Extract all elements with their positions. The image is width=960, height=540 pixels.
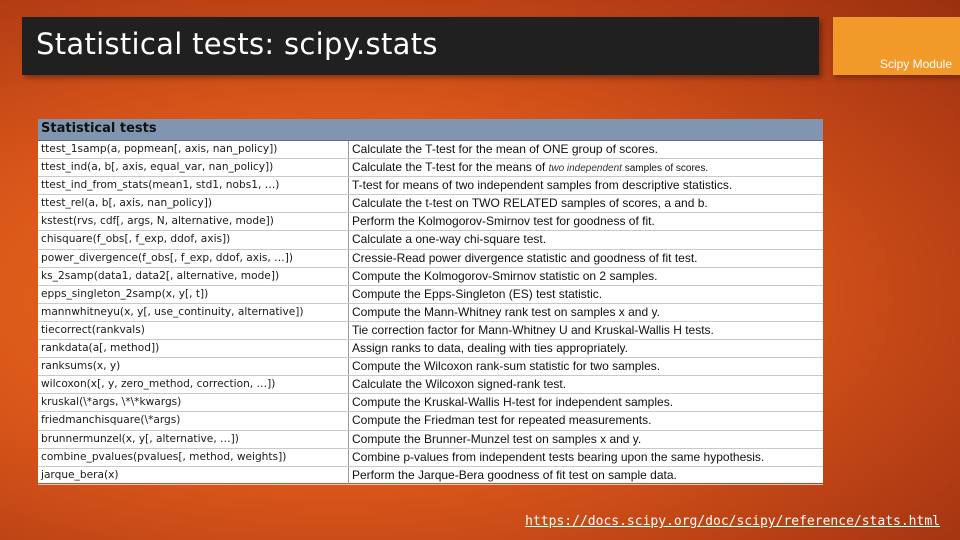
table-row [38, 304, 823, 322]
table-row [38, 412, 823, 430]
stats-table [38, 119, 823, 483]
function-signature: combine_pvalues(pvalues[, method, weights]) [38, 449, 349, 466]
function-description [349, 322, 823, 339]
description-text: Cressie-Read power divergence statistic and goodness of fit test. [352, 250, 698, 265]
function-signature: mannwhitneyu(x, y[, use_continuity, alternative]) [38, 304, 349, 321]
description-text: Perform the Jarque-Bera goodness of fit test on sample data. [352, 467, 677, 482]
function-signature: ks_2samp(data1, data2[, alternative, mode]) [38, 268, 349, 285]
table-row [38, 213, 823, 231]
function-signature: chisquare(f_obs[, f_exp, ddof, axis]) [38, 231, 349, 248]
description-text: Calculate the t-test on TWO RELATED samples of scores, a and b. [352, 196, 708, 211]
table-row [38, 177, 823, 195]
title-bar [22, 17, 819, 75]
function-signature: power_divergence(f_obs[, f_exp, ddof, axis, …]) [38, 250, 349, 267]
function-description [349, 195, 823, 212]
table-row [38, 376, 823, 394]
description-tail-text: samples of scores. [621, 163, 709, 175]
description-text: Perform the Kolmogorov-Smirnov test for goodness of fit. [352, 214, 655, 229]
description-text: Compute the Kolmogorov-Smirnov statistic on 2 samples. [352, 268, 658, 283]
description-text: Compute the Friedman test for repeated measurements. [352, 413, 652, 428]
function-description [349, 467, 823, 484]
function-signature: jarque_bera(x) [38, 467, 349, 484]
function-signature: ttest_1samp(a, popmean[, axis, nan_policy]) [38, 141, 349, 158]
table-row [38, 449, 823, 467]
table-header [38, 119, 823, 141]
table-row [38, 141, 823, 159]
description-text: Compute the Mann-Whitney rank test on samples x and y. [352, 304, 660, 319]
function-description [349, 141, 823, 158]
table-row [38, 431, 823, 449]
table-body [38, 141, 823, 485]
description-text: Assign ranks to data, dealing with ties appropriately. [352, 341, 628, 356]
function-description [349, 449, 823, 466]
description-text: T-test for means of two independent samples from descriptive statistics. [352, 178, 733, 193]
function-signature: tiecorrect(rankvals) [38, 322, 349, 339]
module-label: Scipy Module [879, 57, 952, 71]
function-signature: epps_singleton_2samp(x, y[, t]) [38, 286, 349, 303]
function-description [349, 394, 823, 411]
table-row [38, 231, 823, 249]
table-header-label: Statistical tests [41, 121, 157, 136]
function-description [349, 250, 823, 267]
function-description [349, 159, 823, 176]
description-text: Combine p-values from independent tests bearing upon the same hypothesis. [352, 449, 765, 464]
function-description [349, 286, 823, 303]
table-row [38, 250, 823, 268]
table-row [38, 467, 823, 485]
description-text: Compute the Epps-Singleton (ES) test statistic. [352, 286, 603, 301]
description-text: Tie correction factor for Mann-Whitney U and Kruskal-Wallis H tests. [352, 322, 714, 337]
function-signature: ttest_ind_from_stats(mean1, std1, nobs1, …) [38, 177, 349, 194]
description-text: Compute the Kruskal-Wallis H-test for independent samples. [352, 395, 674, 410]
function-signature: kruskal(\*args, \*\*kwargs) [38, 394, 349, 411]
function-signature: kstest(rvs, cdf[, args, N, alternative, mode]) [38, 213, 349, 230]
function-signature: friedmanchisquare(\*args) [38, 412, 349, 429]
function-description [349, 376, 823, 393]
function-description [349, 431, 823, 448]
function-description [349, 340, 823, 357]
function-signature: ttest_rel(a, b[, axis, nan_policy]) [38, 195, 349, 212]
function-signature: ranksums(x, y) [38, 358, 349, 375]
reference-link[interactable]: https://docs.scipy.org/doc/scipy/reference/stats.html [525, 514, 940, 529]
function-signature: rankdata(a[, method]) [38, 340, 349, 357]
function-description [349, 231, 823, 248]
function-signature: ttest_ind(a, b[, axis, equal_var, nan_policy]) [38, 159, 349, 176]
table-row [38, 286, 823, 304]
description-text: Calculate the T-test for the means of [352, 160, 546, 175]
function-description [349, 213, 823, 230]
description-text: Compute the Brunner-Munzel test on samples x and y. [352, 431, 642, 446]
function-description [349, 268, 823, 285]
description-text: Compute the Wilcoxon rank-sum statistic for two samples. [352, 359, 661, 374]
function-signature: wilcoxon(x[, y, zero_method, correction, …]) [38, 376, 349, 393]
slide-title: Statistical tests: scipy.stats [36, 27, 438, 61]
module-label-box [833, 17, 960, 75]
table-row [38, 358, 823, 376]
table-row [38, 340, 823, 358]
description-text: Calculate the Wilcoxon signed-rank test. [352, 377, 567, 392]
function-description [349, 177, 823, 194]
table-row [38, 394, 823, 412]
function-signature: brunnermunzel(x, y[, alternative, …]) [38, 431, 349, 448]
table-row [38, 195, 823, 213]
table-row [38, 159, 823, 177]
function-description [349, 304, 823, 321]
table-row [38, 322, 823, 340]
description-text: Calculate the T-test for the mean of ONE group of scores. [352, 142, 658, 156]
function-description [349, 412, 823, 429]
table-row [38, 268, 823, 286]
function-description [349, 358, 823, 375]
description-text: Calculate a one-way chi-square test. [352, 232, 547, 247]
description-italic-text: two independent [548, 163, 622, 175]
